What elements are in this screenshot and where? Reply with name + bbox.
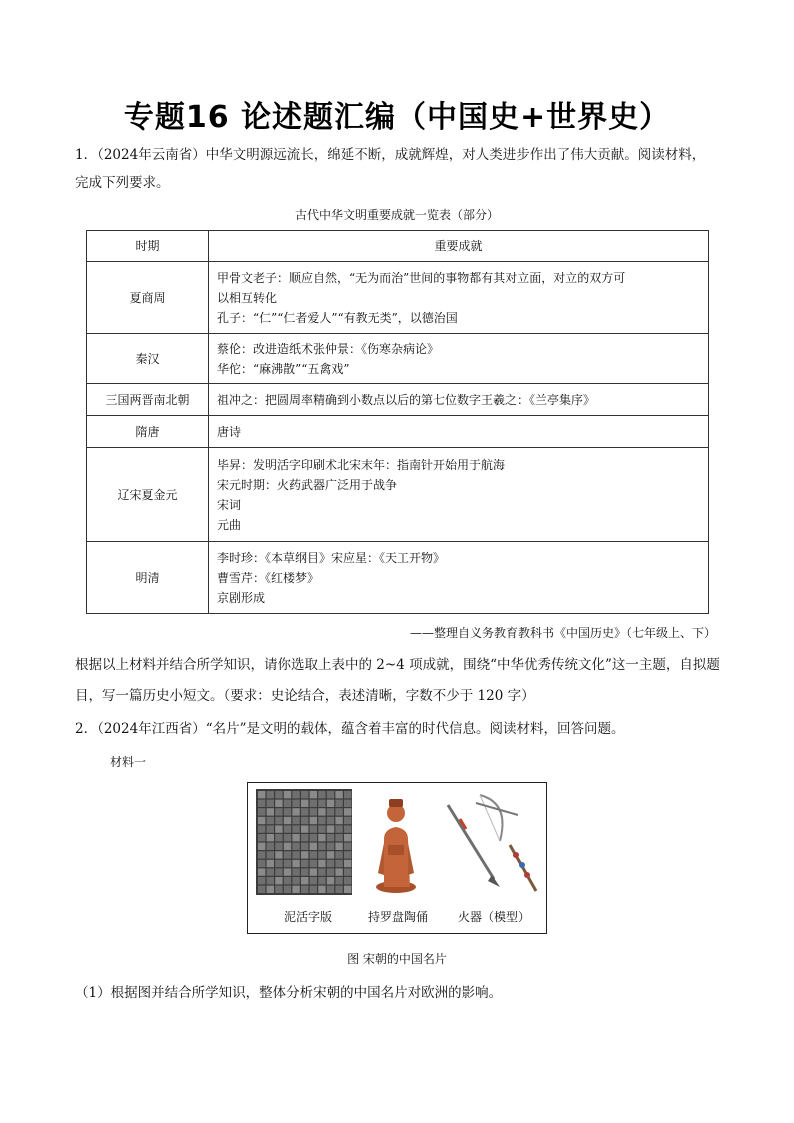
clay-type-block [267,877,274,884]
table-row [87,416,709,448]
clay-type-block [318,843,325,850]
clay-type-block [275,834,282,841]
period-cell: 明清 [87,542,209,614]
clay-type-block [318,825,325,832]
clay-type-block [267,825,274,832]
clay-type-block [327,886,334,893]
clay-type-block [335,868,342,875]
firearm-model-image [448,795,536,891]
clay-type-block [344,825,351,832]
question-1-stem-cont: 完成下列要求。 [75,175,170,191]
clay-type-block [292,825,299,832]
clay-type-board-image [256,789,352,895]
clay-type-block [301,868,308,875]
clay-type-block [310,808,317,815]
clay-type-block [310,877,317,884]
clay-type-block [258,791,265,798]
clay-type-block [275,868,282,875]
achievement-line: 李时珍：《本草纲目》宋应星：《天工开物》 [217,550,446,565]
clay-type-block [327,834,334,841]
figure-label: 持罗盘陶俑 [367,910,429,924]
clay-type-block [258,834,265,841]
clay-type-block [284,886,291,893]
clay-type-block [335,817,342,824]
clay-type-block [335,877,342,884]
table-source: ——整理自义务教育教科书《中国历史》（七年级上、下） [409,626,716,640]
clay-type-block [267,860,274,867]
period-cell: 辽宋夏金元 [87,448,209,542]
achievement-line: 元曲 [217,517,242,532]
header-achievements: 重要成就 [209,231,709,262]
clay-type-block [335,825,342,832]
achievement-cell [209,416,709,448]
clay-type-block [258,843,265,850]
clay-type-block [275,843,282,850]
clay-type-block [327,825,334,832]
question-1-requirement: 根据以上材料并结合所学知识，请你选取上表中的 2~4 项成就，围绕“中华优秀传统文化”这一主题，自拟题 [75,657,720,673]
clay-type-block [335,860,342,867]
clay-type-block [318,834,325,841]
achievement-line: 宋词 [217,497,242,512]
figure-illustration [248,783,546,933]
clay-type-block [310,791,317,798]
clay-type-block [284,834,291,841]
achievement-line: 唐诗 [217,424,242,439]
achievement-line: 毕昇：发明活字印刷术北宋末年：指南针开始用于航海 [217,457,506,472]
clay-type-block [344,877,351,884]
clay-type-block [335,843,342,850]
clay-type-block [284,868,291,875]
clay-type-block [258,800,265,807]
clay-type-block [275,886,282,893]
clay-type-block [275,808,282,815]
compass-figurine-image [376,799,416,893]
clay-type-block [310,817,317,824]
clay-type-block [327,808,334,815]
achievement-cell [209,262,709,334]
question-2-stem: 2．（2024年江西省）“名片”是文明的载体，蕴含着丰富的时代信息。阅读材料，回答问题。 [75,721,625,737]
clay-type-block [292,877,299,884]
clay-type-block [284,817,291,824]
achievement-line: 曹雪芹：《红楼梦》 [217,570,320,585]
question-1-stem: 1．（2024年云南省）中华文明源远流长，绵延不断，成就辉煌，对人类进步作出了伟大贡献。阅读材料， [75,147,706,163]
clay-type-block [258,868,265,875]
page-title: 专题16 论述题汇编（中国史+世界史） [123,100,671,135]
clay-type-block [301,817,308,824]
clay-type-block [267,834,274,841]
figure-label: 火器（模型） [457,910,531,924]
clay-type-block [327,817,334,824]
question-1-requirement-cont: 目，写一篇历史小短文。（要求：史论结合，表述清晰，字数不少于 120 字） [75,688,535,704]
clay-type-block [284,877,291,884]
achievement-line: 华佗：“麻沸散”“五禽戏” [217,361,350,376]
clay-type-block [335,886,342,893]
clay-type-block [310,825,317,832]
period-cell: 三国两晋南北朝 [87,384,209,416]
clay-type-block [310,800,317,807]
clay-type-block [344,886,351,893]
achievement-line: 祖冲之：把圆周率精确到小数点以后的第七位数字王羲之：《兰亭集序》 [217,392,596,407]
clay-type-block [318,860,325,867]
clay-type-block [344,817,351,824]
clay-type-block [267,791,274,798]
achievement-line: 蔡伦：改进造纸术张仲景：《伤寒杂病论》 [217,341,440,356]
clay-type-block [344,843,351,850]
clay-type-block [292,851,299,858]
clay-type-block [344,791,351,798]
clay-type-block [301,886,308,893]
clay-type-block [275,791,282,798]
clay-type-block [327,877,334,884]
clay-type-block [310,843,317,850]
achievement-line: 孔子：“仁”“仁者爱人”“有教无类”，以德治国 [217,310,458,325]
clay-type-block [292,791,299,798]
figure-caption: 图 宋朝的中国名片 [347,952,447,966]
clay-type-block [258,851,265,858]
clay-type-block [292,808,299,815]
table-row [87,448,709,542]
clay-type-block [284,800,291,807]
clay-type-block [335,851,342,858]
table-row [87,334,709,384]
clay-type-block [284,851,291,858]
table-row [87,262,709,334]
clay-type-block [318,886,325,893]
clay-type-block [327,860,334,867]
clay-type-block [318,877,325,884]
clay-type-block [301,843,308,850]
clay-type-block [335,800,342,807]
clay-type-block [258,860,265,867]
clay-type-block [267,886,274,893]
clay-type-block [258,825,265,832]
clay-type-block [292,886,299,893]
achievement-line: 宋元时期：火药武器广泛用于战争 [217,477,398,492]
clay-type-block [310,868,317,875]
period-cell: 隋唐 [87,416,209,448]
clay-type-block [258,886,265,893]
clay-type-block [318,868,325,875]
clay-type-block [284,791,291,798]
clay-type-block [310,834,317,841]
clay-type-block [301,791,308,798]
clay-type-block [327,843,334,850]
clay-type-block [310,860,317,867]
clay-type-block [318,800,325,807]
period-cell: 夏商周 [87,262,209,334]
clay-type-block [292,817,299,824]
clay-type-block [284,808,291,815]
clay-type-block [275,817,282,824]
clay-type-block [292,868,299,875]
clay-type-block [301,860,308,867]
achievements-table [86,230,709,614]
clay-type-block [318,791,325,798]
achievement-line: 甲骨文老子：顺应自然，“无为而治”世间的事物都有其对立面，对立的双方可 [217,270,626,285]
table-row [87,384,709,416]
clay-type-block [301,808,308,815]
clay-type-block [310,886,317,893]
clay-type-block [318,817,325,824]
clay-type-block [344,860,351,867]
clay-type-block [275,851,282,858]
clay-type-block [275,877,282,884]
clay-type-block [258,808,265,815]
achievement-cell [209,334,709,384]
clay-type-block [267,843,274,850]
clay-type-block [327,791,334,798]
clay-type-block [292,843,299,850]
clay-type-block [267,817,274,824]
clay-type-block [327,868,334,875]
clay-type-block [275,860,282,867]
clay-type-block [327,800,334,807]
clay-type-block [344,851,351,858]
clay-type-block [344,808,351,815]
clay-type-block [344,834,351,841]
table-row [87,542,709,614]
clay-type-block [267,808,274,815]
clay-type-block [284,825,291,832]
clay-type-block [267,800,274,807]
clay-type-block [335,808,342,815]
period-cell: 秦汉 [87,334,209,384]
clay-type-block [301,877,308,884]
clay-type-block [275,825,282,832]
clay-type-block [301,834,308,841]
clay-type-block [275,800,282,807]
clay-type-block [344,868,351,875]
achievement-cell [209,542,709,614]
question-2-subquestion-1: （1）根据图并结合所学知识，整体分析宋朝的中国名片对欧洲的影响。 [75,985,503,1001]
clay-type-block [292,860,299,867]
material-label: 材料一 [110,755,147,769]
clay-type-block [301,825,308,832]
table-header-row [87,231,709,262]
clay-type-block [318,808,325,815]
clay-type-block [284,860,291,867]
clay-type-block [318,851,325,858]
achievement-cell [209,448,709,542]
clay-type-block [327,851,334,858]
clay-type-block [344,800,351,807]
song-dynasty-figure [247,782,547,934]
header-period: 时期 [87,231,209,262]
clay-type-block [301,851,308,858]
achievement-line: 京剧形成 [217,590,266,605]
clay-type-block [267,868,274,875]
clay-type-block [258,877,265,884]
clay-type-block [258,817,265,824]
clay-type-block [310,851,317,858]
clay-type-block [335,834,342,841]
achievement-cell [209,384,709,416]
clay-type-block [267,851,274,858]
clay-type-block [301,800,308,807]
clay-type-block [292,800,299,807]
clay-type-block [292,834,299,841]
achievement-line: 以相互转化 [217,290,278,305]
figure-label: 泥活字版 [283,910,333,924]
table-caption: 古代中华文明重要成就一览表（部分） [294,208,499,222]
clay-type-block [284,843,291,850]
clay-type-block [335,791,342,798]
